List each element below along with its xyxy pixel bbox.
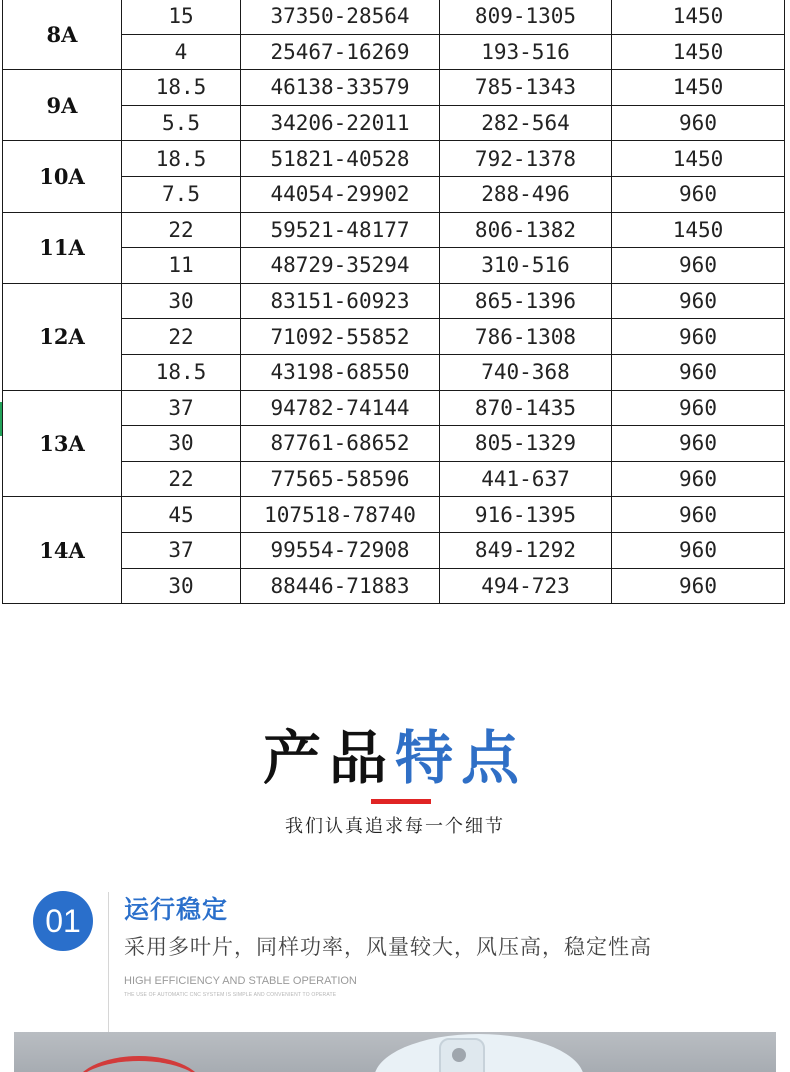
pressure-cell: 288-496 [440, 176, 612, 212]
speed-cell: 960 [612, 176, 785, 212]
pressure-cell: 441-637 [440, 461, 612, 497]
air-volume-cell: 77565-58596 [241, 461, 440, 497]
air-volume-cell: 44054-29902 [241, 176, 440, 212]
air-volume-cell: 25467-16269 [241, 34, 440, 70]
model-cell: 11A [3, 212, 122, 283]
power-cell: 18.5 [122, 70, 241, 106]
power-cell: 22 [122, 461, 241, 497]
model-cell: 13A [3, 390, 122, 497]
air-volume-cell: 59521-48177 [241, 212, 440, 248]
speed-cell: 1450 [612, 34, 785, 70]
speed-cell: 960 [612, 497, 785, 533]
table-row [3, 141, 785, 177]
feature-heading: 运行稳定 [124, 895, 229, 924]
power-cell: 4 [122, 34, 241, 70]
pressure-cell: 786-1308 [440, 319, 612, 355]
pressure-cell: 916-1395 [440, 497, 612, 533]
spec-table [2, 0, 785, 604]
pressure-cell: 193-516 [440, 34, 612, 70]
feature-english-title: HIGH EFFICIENCY AND STABLE OPERATION [124, 975, 357, 987]
speed-cell: 960 [612, 568, 785, 604]
speed-cell: 960 [612, 319, 785, 355]
speed-cell: 1450 [612, 141, 785, 177]
air-volume-cell: 71092-55852 [241, 319, 440, 355]
speed-cell: 960 [612, 390, 785, 426]
speed-cell: 1450 [612, 70, 785, 106]
power-cell: 18.5 [122, 354, 241, 390]
pressure-cell: 494-723 [440, 568, 612, 604]
pressure-cell: 740-368 [440, 354, 612, 390]
pressure-cell: 865-1396 [440, 283, 612, 319]
power-cell: 37 [122, 390, 241, 426]
speed-cell: 960 [612, 426, 785, 462]
title-underline [371, 799, 431, 804]
power-cell: 30 [122, 426, 241, 462]
pressure-cell: 806-1382 [440, 212, 612, 248]
section-title-part1: 产品 [262, 724, 395, 792]
air-volume-cell: 83151-60923 [241, 283, 440, 319]
spec-table-body [3, 0, 785, 604]
air-volume-cell: 88446-71883 [241, 568, 440, 604]
air-volume-cell: 87761-68652 [241, 426, 440, 462]
speed-cell: 1450 [612, 212, 785, 248]
air-volume-cell: 94782-74144 [241, 390, 440, 426]
product-photo-red-rim [74, 1056, 204, 1072]
pressure-cell: 785-1343 [440, 70, 612, 106]
air-volume-cell: 43198-68550 [241, 354, 440, 390]
speed-cell: 960 [612, 354, 785, 390]
power-cell: 30 [122, 568, 241, 604]
speed-cell: 960 [612, 283, 785, 319]
pressure-cell: 870-1435 [440, 390, 612, 426]
section-title-part2: 特点 [395, 724, 528, 792]
power-cell: 11 [122, 248, 241, 284]
power-cell: 30 [122, 283, 241, 319]
pressure-cell: 809-1305 [440, 0, 612, 34]
power-cell: 15 [122, 0, 241, 34]
air-volume-cell: 34206-22011 [241, 105, 440, 141]
product-photo-lug-hole [452, 1048, 466, 1062]
power-cell: 18.5 [122, 141, 241, 177]
section-title [0, 722, 790, 794]
section-subtitle: 我们认真追求每一个细节 [285, 816, 505, 837]
model-cell: 14A [3, 497, 122, 604]
power-cell: 45 [122, 497, 241, 533]
air-volume-cell: 46138-33579 [241, 70, 440, 106]
table-row [3, 390, 785, 426]
table-row [3, 497, 785, 533]
power-cell: 7.5 [122, 176, 241, 212]
row-selection-marker [0, 402, 2, 436]
table-row [3, 212, 785, 248]
power-cell: 22 [122, 212, 241, 248]
speed-cell: 960 [612, 532, 785, 568]
air-volume-cell: 48729-35294 [241, 248, 440, 284]
speed-cell: 960 [612, 105, 785, 141]
feature-english-subtitle: THE USE OF AUTOMATIC CNC SYSTEM IS SIMPLE AND CONVENIENT TO OPERATE [124, 992, 337, 998]
power-cell: 22 [122, 319, 241, 355]
model-cell: 10A [3, 141, 122, 212]
feature-description: 采用多叶片，同样功率，风量较大，风压高，稳定性高 [124, 935, 652, 959]
power-cell: 5.5 [122, 105, 241, 141]
pressure-cell: 310-516 [440, 248, 612, 284]
air-volume-cell: 37350-28564 [241, 0, 440, 34]
pressure-cell: 792-1378 [440, 141, 612, 177]
pressure-cell: 849-1292 [440, 532, 612, 568]
table-row [3, 0, 785, 34]
air-volume-cell: 99554-72908 [241, 532, 440, 568]
model-cell: 12A [3, 283, 122, 390]
product-photo [14, 1032, 776, 1072]
model-cell: 8A [3, 0, 122, 70]
air-volume-cell: 107518-78740 [241, 497, 440, 533]
speed-cell: 960 [612, 461, 785, 497]
speed-cell: 1450 [612, 0, 785, 34]
table-row [3, 283, 785, 319]
table-row [3, 70, 785, 106]
feature-number-badge: 01 [33, 891, 93, 951]
feature-divider [108, 892, 109, 1032]
pressure-cell: 805-1329 [440, 426, 612, 462]
air-volume-cell: 51821-40528 [241, 141, 440, 177]
pressure-cell: 282-564 [440, 105, 612, 141]
model-cell: 9A [3, 70, 122, 141]
power-cell: 37 [122, 532, 241, 568]
speed-cell: 960 [612, 248, 785, 284]
